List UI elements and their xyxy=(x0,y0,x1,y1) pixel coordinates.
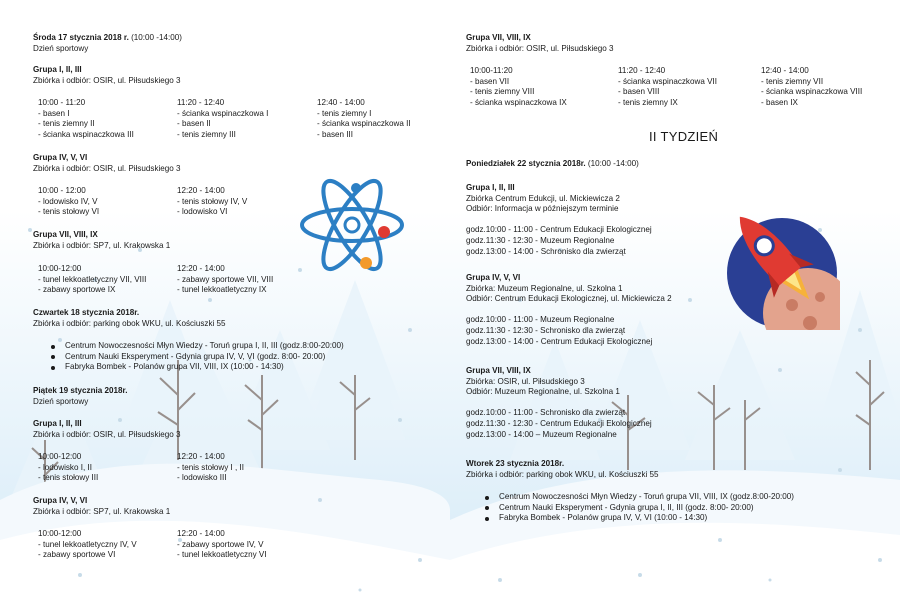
time-slot: 12:20 - 14:00 xyxy=(177,452,225,461)
list-item: Centrum Nowoczesności Młyn Wiedzy - Toruń grupa VII, VIII, IX (godz.8:00-20:00) xyxy=(480,492,794,503)
group-block xyxy=(466,33,614,54)
activity: - zabawy sportowe VII, VIII xyxy=(177,274,274,284)
group-pickup: Odbiór: Muzeum Regionalne, ul. Szkolna 1 xyxy=(466,387,620,397)
group-name: Grupa IV, V, VI xyxy=(33,496,88,505)
group-block xyxy=(33,153,181,174)
day-title: Piątek 19 stycznia 2018r. xyxy=(33,386,128,395)
time-slot: 11:20 - 12:40 xyxy=(618,66,666,75)
activity: - basen III xyxy=(317,129,353,139)
list-item: Centrum Nauki Eksperyment - Gdynia grupa IV, V, VI (godz. 8:00- 20:00) xyxy=(46,352,344,363)
schedule-line: godz.10:00 - 11:00 - Schronisko dla zwierząt xyxy=(466,408,626,418)
activity: - lodowisko VI xyxy=(177,207,228,217)
day-tuesday xyxy=(466,459,659,480)
group-meeting: Zbiórka i odbiór: OSIR, ul. Piłsudskiego 3 xyxy=(33,429,181,439)
group-name: Grupa VII, VIII, IX xyxy=(466,366,531,375)
group-meeting: Zbiórka i odbiór: OSIR, ul. Piłsudskiego 3 xyxy=(33,75,181,85)
activity: - tenis ziemny I xyxy=(317,108,372,118)
trip-list xyxy=(46,341,344,373)
activity: - lodowisko IV, V xyxy=(38,196,98,206)
group-name: Grupa VII, VIII, IX xyxy=(33,230,98,239)
group-meeting: Zbiórka: OSIR, ul. Piłsudskiego 3 xyxy=(466,376,585,386)
activity: - tenis stołowy III xyxy=(38,473,99,483)
activity: - basen I xyxy=(38,108,70,118)
group-pickup: Odbiór: Informacja w późniejszym terminie xyxy=(466,204,619,214)
group-block xyxy=(466,366,652,440)
activity: - ścianka wspinaczkowa III xyxy=(38,129,134,139)
activity: - tenis ziemny II xyxy=(38,119,95,129)
activity: - tenis stołowy I , II xyxy=(177,462,245,472)
left-page xyxy=(33,0,443,600)
group-meeting: Zbiórka i odbiór: OSIR, ul. Piłsudskiego 3 xyxy=(466,43,614,53)
day-time: (10:00 -14:00) xyxy=(128,33,182,42)
schedule-line: godz.13:00 - 14:00 - Centrum Edukacji Ekologicznej xyxy=(466,336,653,346)
activity: - tunel lekkoatletyczny VI xyxy=(177,550,267,560)
list-item: Fabryka Bombek - Polanów grupa IV, V, VI (10:00 - 14:30) xyxy=(480,513,794,524)
day-subtitle: Dzień sportowy xyxy=(33,43,89,53)
group-block xyxy=(33,419,181,440)
activity: - tenis ziemny VII xyxy=(761,76,824,86)
list-item: Centrum Nowoczesności Młyn Wiedzy - Toruń grupa I, II, III (godz.8:00-20:00) xyxy=(46,341,344,352)
schedule-line: godz.10:00 - 11:00 - Centrum Edukacji Ekologicznej xyxy=(466,225,652,235)
day-meeting: Zbiórka i odbiór: parking obok WKU, ul. Kościuszki 55 xyxy=(466,469,659,479)
group-name: Grupa I, II, III xyxy=(33,419,82,428)
activity: - lodowisko I, II xyxy=(38,462,92,472)
day-meeting: Zbiórka i odbiór: parking obok WKU, ul. Kościuszki 55 xyxy=(33,318,226,328)
schedule-line: godz.10:00 - 11:00 - Muzeum Regionalne xyxy=(466,315,615,325)
activity: - tunel lekkoatletyczny VII, VIII xyxy=(38,274,147,284)
activity: - tunel lekkoatletyczny IX xyxy=(177,285,267,295)
trip-list xyxy=(480,492,794,524)
activity: - zabawy sportowe IX xyxy=(38,285,116,295)
group-name: Grupa I, II, III xyxy=(33,65,82,74)
group-pickup: Odbiór: Centrum Edukacji Ekologicznej, ul. Mickiewicza 2 xyxy=(466,294,672,304)
day-time: (10:00 -14:00) xyxy=(585,159,639,168)
activity: - tenis stołowy VI xyxy=(38,207,100,217)
group-name: Grupa VII, VIII, IX xyxy=(466,33,531,42)
right-page xyxy=(466,0,886,600)
day-friday xyxy=(33,386,128,407)
list-item: Centrum Nauki Eksperyment - Gdynia grupa I, II, III (godz. 8:00- 20:00) xyxy=(480,503,794,514)
day-monday xyxy=(466,159,639,170)
activity: - lodowisko III xyxy=(177,473,227,483)
day-title: Środa 17 stycznia 2018 r. xyxy=(33,33,129,42)
time-slot: 12:40 - 14:00 xyxy=(761,66,809,75)
group-name: Grupa IV, V, VI xyxy=(33,153,88,162)
activity: - tenis ziemny IX xyxy=(618,97,678,107)
time-slot: 12:20 - 14:00 xyxy=(177,186,225,195)
time-slot: 10:00 - 11:20 xyxy=(38,98,86,107)
activity: - ścianka wspinaczkowa II xyxy=(317,119,411,129)
time-slot: 10:00-12:00 xyxy=(38,452,82,461)
time-slot: 12:20 - 14:00 xyxy=(177,264,225,273)
activity: - basen II xyxy=(177,119,211,129)
group-meeting: Zbiórka i odbiór: OSIR, ul. Piłsudskiego 3 xyxy=(33,163,181,173)
group-meeting: Zbiórka: Muzeum Regionalne, ul. Szkolna 1 xyxy=(466,283,623,293)
group-block xyxy=(33,230,170,251)
activity: - ścianka wspinaczkowa I xyxy=(177,108,269,118)
schedule-line: godz.13:00 - 14:00 – Muzeum Regionalne xyxy=(466,429,617,439)
activity: - ścianka wspinaczkowa IX xyxy=(470,97,567,107)
activity: - tenis ziemny VIII xyxy=(470,87,535,97)
group-block xyxy=(466,273,672,347)
time-slot: 10:00-12:00 xyxy=(38,529,82,538)
group-block xyxy=(466,183,652,257)
day-title: Wtorek 23 stycznia 2018r. xyxy=(466,459,565,468)
group-name: Grupa I, II, III xyxy=(466,183,515,192)
activity: - tunel lekkoatletyczny IV, V xyxy=(38,539,137,549)
activity: - basen VII xyxy=(470,76,510,86)
activity: - basen VIII xyxy=(618,87,660,97)
activity: - tenis ziemny III xyxy=(177,129,236,139)
activity: - zabawy sportowe VI xyxy=(38,550,116,560)
schedule-line: godz.11:30 - 12:30 - Schronisko dla zwierząt xyxy=(466,325,626,335)
activity: - ścianka wspinaczkowa VIII xyxy=(761,87,863,97)
group-block xyxy=(33,65,181,86)
schedule-line: godz.13:00 - 14:00 - Schronisko dla zwierząt xyxy=(466,246,626,256)
time-slot: 11:20 - 12:40 xyxy=(177,98,225,107)
week-title: II TYDZIEŃ xyxy=(649,129,719,144)
group-name: Grupa IV, V, VI xyxy=(466,273,521,282)
day-wednesday xyxy=(33,33,182,54)
group-block xyxy=(33,496,170,517)
schedule-line: godz.11:30 - 12:30 - Muzeum Regionalne xyxy=(466,235,615,245)
activity: - tenis stołowy IV, V xyxy=(177,196,248,206)
schedule-line: godz.11:30 - 12:30 - Centrum Edukacji Ekologicznej xyxy=(466,418,652,428)
activity: - zabawy sportowe IV, V xyxy=(177,539,264,549)
time-slot: 12:40 - 14:00 xyxy=(317,98,365,107)
day-title: Czwartek 18 stycznia 2018r. xyxy=(33,308,140,317)
day-subtitle: Dzień sportowy xyxy=(33,396,89,406)
group-meeting: Zbiórka i odbiór: SP7, ul. Krakowska 1 xyxy=(33,506,171,516)
time-slot: 10:00 - 12:00 xyxy=(38,186,86,195)
time-slot: 10:00-11:20 xyxy=(470,66,513,75)
day-title: Poniedziałek 22 stycznia 2018r. xyxy=(466,159,586,168)
group-meeting: Zbiórka Centrum Edukcji, ul. Mickiewicza 2 xyxy=(466,193,620,203)
time-slot: 10:00-12:00 xyxy=(38,264,82,273)
time-slot: 12:20 - 14:00 xyxy=(177,529,225,538)
activity: - basen IX xyxy=(761,97,798,107)
group-meeting: Zbiórka i odbiór: SP7, ul. Krakowska 1 xyxy=(33,240,171,250)
list-item: Fabryka Bombek - Polanów grupa VII, VIII, IX (10:00 - 14:30) xyxy=(46,362,344,373)
activity: - ścianka wspinaczkowa VII xyxy=(618,76,717,86)
day-thursday xyxy=(33,308,226,329)
